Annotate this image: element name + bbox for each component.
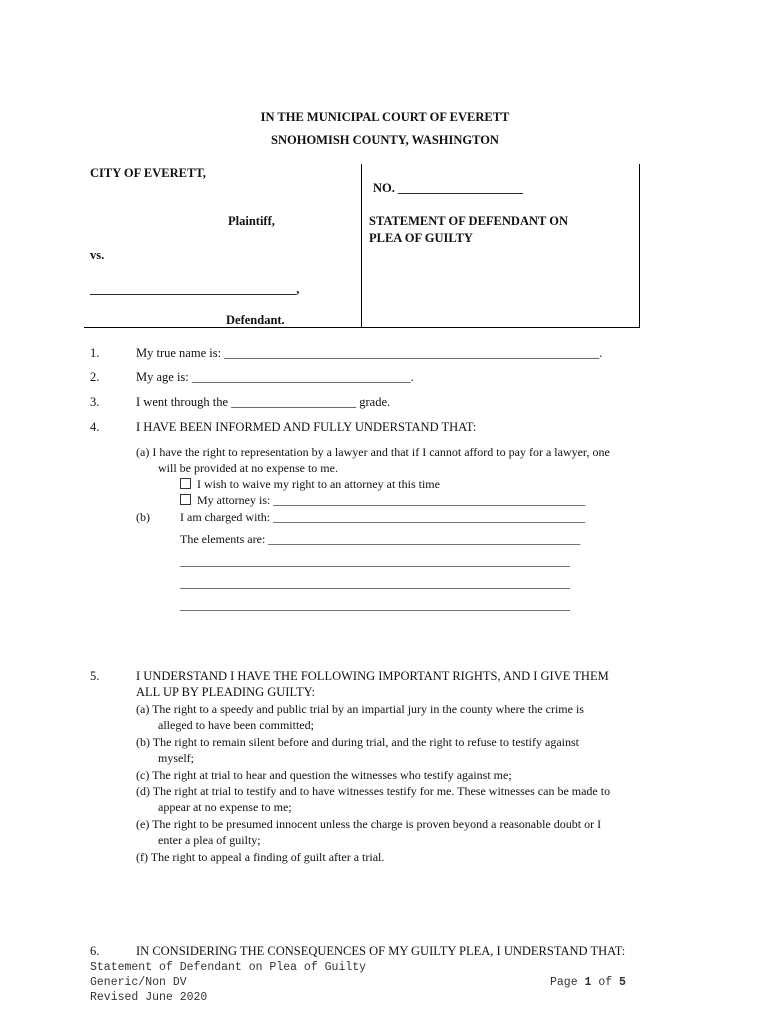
item-number: 3. [90,395,100,409]
item-4-heading: I HAVE BEEN INFORMED AND FULLY UNDERSTAND THAT: [136,420,477,434]
right-testify: (d) The right at trial to testify and to have witnesses testify for me. These witnesses can be made to [136,784,611,798]
document-title-line2: PLEA OF GUILTY [369,231,473,245]
item-6-heading: IN CONSIDERING THE CONSEQUENCES OF MY GUILTY PLEA, I UNDERSTAND THAT: [136,944,626,958]
right-to-lawyer-line2: will be provided at no expense to me. [158,461,338,475]
item-5-heading-line1: I UNDERSTAND I HAVE THE FOLLOWING IMPORTANT RIGHTS, AND I GIVE THEM [136,669,609,683]
elements-blank-line: _________________________________________________________________ [180,598,570,612]
court-name: IN THE MUNICIPAL COURT OF EVERETT [260,110,510,124]
right-speedy-trial-cont: alleged to have been committed; [158,718,314,732]
page-number: 1 [584,976,592,989]
document-title-line1: STATEMENT OF DEFENDANT ON [369,214,568,228]
right-presumed-innocent: (e) The right to be presumed innocent unless the charge is proven beyond a reasonable doubt or I [136,817,602,831]
footer-revised: Revised June 2020 [90,991,208,1004]
page-total: 5 [619,976,626,989]
defendant-name-blank: _________________________________, [90,282,300,296]
right-remain-silent-cont: myself; [158,751,194,765]
caption-bottom-rule [84,327,640,328]
grade-field: I went through the ____________________ grade. [136,395,391,409]
attorney-name-label: My attorney is: ____________________________________________________ [197,493,586,507]
page-of: of [598,976,613,989]
elements-blank-line: _________________________________________________________________ [180,554,570,568]
true-name-field: My true name is: ____________________________________________________________. [136,346,603,360]
age-field: My age is: ___________________________________. [136,370,414,384]
item-4b-label: (b) [136,510,150,524]
checkbox-icon[interactable] [180,494,191,505]
checkbox-icon[interactable] [180,478,191,489]
elements-blank-line: _________________________________________________________________ [180,576,570,590]
vs-label: vs. [90,248,105,262]
page-prefix: Page [550,976,578,989]
caption-divider-left [361,164,362,328]
plaintiff-name: CITY OF EVERETT, [90,166,206,180]
right-presumed-innocent-cont: enter a plea of guilty; [158,833,261,847]
attorney-name-option[interactable] [180,493,585,508]
right-question-witnesses: (c) The right at trial to hear and question the witnesses who testify against me; [136,768,512,782]
right-testify-cont: appear at no expense to me; [158,800,292,814]
right-to-lawyer-line1: (a) I have the right to representation by a lawyer and that if I cannot afford to pay for a lawyer, one [136,445,610,459]
footer-form-type: Generic/Non DV [90,976,187,989]
item-number: 4. [90,420,100,434]
right-appeal: (f) The right to appeal a finding of guilt after a trial. [136,850,385,864]
item-5-heading-line2: ALL UP BY PLEADING GUILTY: [136,685,315,699]
item-number: 2. [90,370,100,384]
charged-with-field: I am charged with: ____________________________________________________ [180,510,586,524]
defendant-label: Defendant. [226,313,285,327]
item-number: 6. [90,944,100,958]
case-number: NO. ____________________ [373,181,523,195]
waive-attorney-option[interactable] [180,477,440,492]
plaintiff-label: Plaintiff, [228,214,275,228]
footer-form-title: Statement of Defendant on Plea of Guilty [90,961,367,974]
right-speedy-trial: (a) The right to a speedy and public trial by an impartial jury in the county where the crime is [136,702,584,716]
elements-field: The elements are: ____________________________________________________ [180,532,581,546]
page-indicator [550,976,626,989]
item-number: 1. [90,346,100,360]
item-number: 5. [90,669,100,683]
court-county: SNOHOMISH COUNTY, WASHINGTON [271,133,499,147]
right-remain-silent: (b) The right to remain silent before and during trial, and the right to refuse to testify against [136,735,579,749]
caption-divider-right [639,164,640,328]
waive-attorney-label: I wish to waive my right to an attorney at this time [197,477,440,491]
